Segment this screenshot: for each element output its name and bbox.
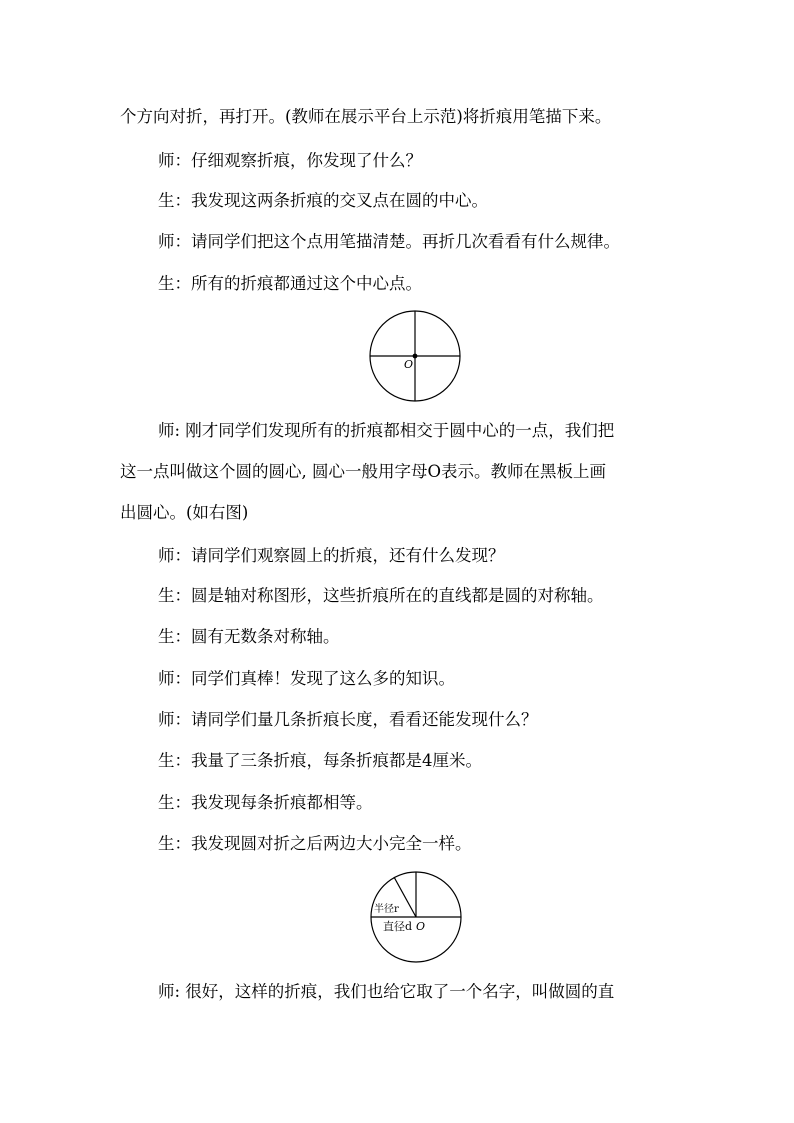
text-line: 生：所有的折痕都通过这个中心点。 [158,274,422,293]
text-line: 生：我发现每条折痕都相等。 [158,793,373,812]
circle-fold-figure [368,310,462,404]
text-line: 师：请同学们把这个点用笔描清楚。再折几次看看有什么规律。 [158,232,620,251]
radius-label: 半径r [374,904,399,915]
text-line: 出圆心。(如右图) [120,503,249,522]
text-line: 师：同学们真棒！发现了这么多的知识。 [158,669,455,688]
center-label: O [416,920,426,933]
text-line: 师：请同学们观察圆上的折痕，还有什么发现？ [158,546,505,565]
text-line: 生：我发现圆对折之后两边大小完全一样。 [158,834,472,853]
text-line: 个方向对折，再打开。(教师在展示平台上示范)将折痕用笔描下来。 [120,107,612,126]
text-line: 生：我发现这两条折痕的交叉点在圆的中心。 [158,191,488,210]
text-line: 师: 很好，这样的折痕，我们也给它取了一个名字，叫做圆的直 [158,982,615,1001]
radius-diameter-figure [370,870,464,964]
text-line: 师: 刚才同学们发现所有的折痕都相交于圆中心的一点，我们把 [158,421,615,440]
text-line: 师：仔细观察折痕，你发现了什么？ [158,151,422,170]
text-line: 师：请同学们量几条折痕长度，看看还能发现什么？ [158,710,538,729]
text-line: 生：我量了三条折痕，每条折痕都是4厘米。 [158,751,482,770]
diameter-label: 直径d [383,920,413,933]
text-line: 生：圆是轴对称图形，这些折痕所在的直线都是圆的对称轴。 [158,586,604,605]
text-line: 生：圆有无数条对称轴。 [158,627,340,646]
center-label: O [404,358,414,371]
center-point [413,354,418,359]
text-line: 这一点叫做这个圆的圆心, 圆心一般用字母O表示。教师在黑板上画 [120,462,607,481]
